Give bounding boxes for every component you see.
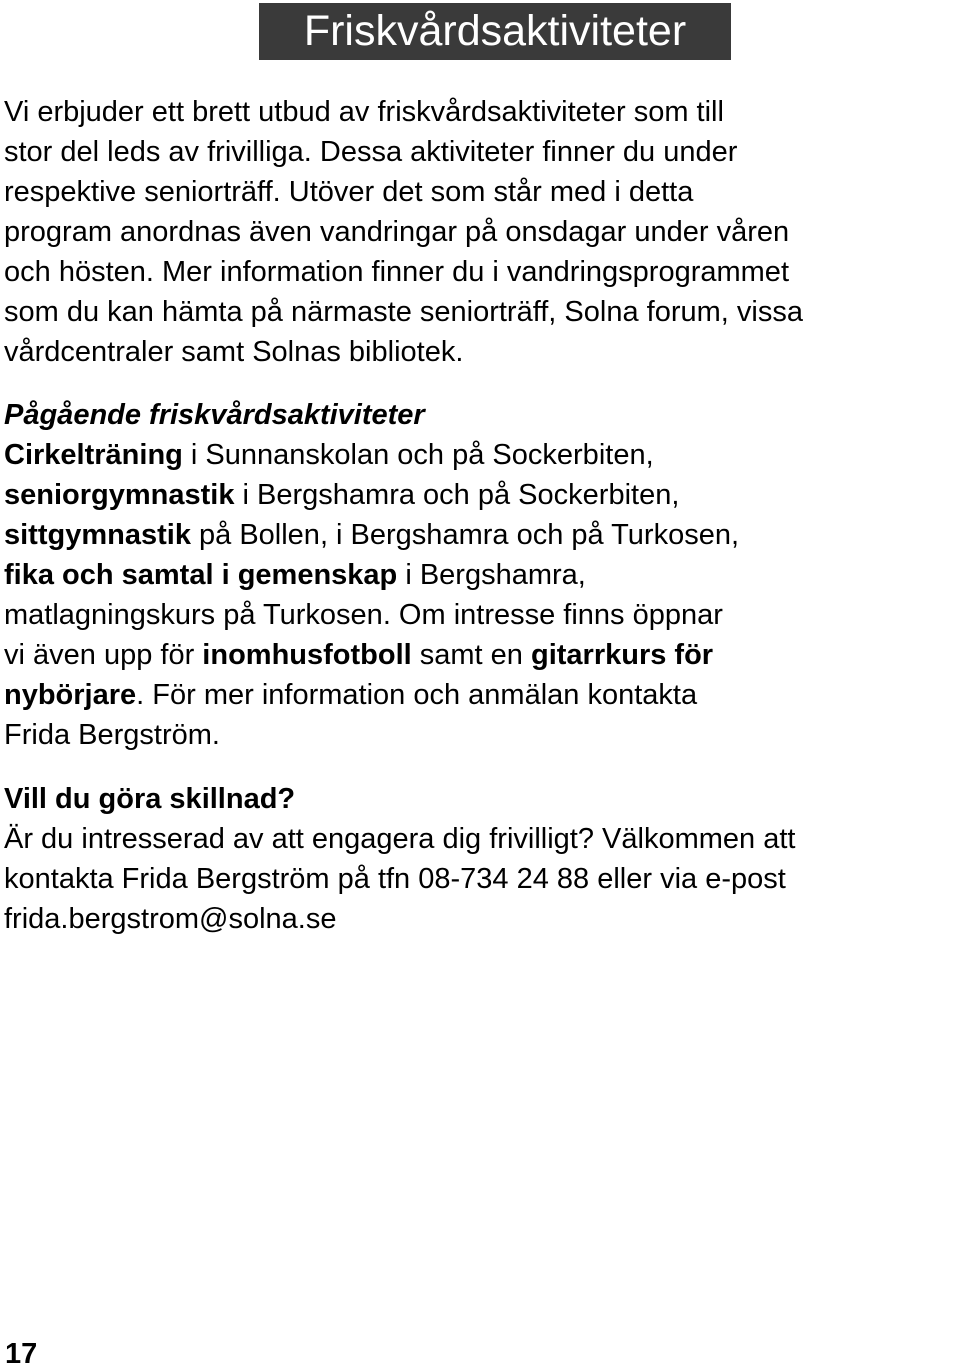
activity-line	[4, 555, 958, 595]
activity-line	[4, 435, 958, 475]
activity-name: fika och samtal i gemenskap	[4, 559, 398, 591]
ongoing-heading: Pågående friskvårdsaktiviteter	[4, 399, 425, 431]
document-body	[4, 92, 958, 939]
activity-line: Frida Bergström.	[4, 719, 220, 751]
intro-line: respektive seniorträff. Utöver det som står med i detta	[4, 176, 694, 208]
activity-name: Cirkelträning	[4, 439, 183, 471]
intro-line: som du kan hämta på närmaste seniorträff, Solna forum, vissa	[4, 296, 803, 328]
intro-line: program anordnas även vandringar på onsdagar under våren	[4, 216, 790, 248]
volunteer-email: frida.bergstrom@solna.se	[4, 903, 337, 935]
activity-text: . För mer information och anmälan kontakta	[136, 679, 698, 711]
intro-line: och hösten. Mer information finner du i vandringsprogrammet	[4, 256, 789, 288]
volunteer-heading: Vill du göra skillnad?	[4, 783, 296, 815]
intro-paragraph	[4, 92, 958, 372]
activity-name: inomhusfotboll	[202, 639, 412, 671]
volunteer-line: Är du intresserad av att engagera dig frivilligt? Välkommen att	[4, 823, 796, 855]
page-title: Friskvårdsaktiviteter	[303, 7, 687, 55]
intro-line: stor del leds av frivilliga. Dessa aktiviteter finner du under	[4, 136, 738, 168]
intro-line: vårdcentraler samt Solnas bibliotek.	[4, 336, 464, 368]
activity-text: vi även upp för	[4, 639, 203, 671]
activity-name: nybörjare	[4, 679, 137, 711]
volunteer-line: kontakta Frida Bergström på tfn 08-734 24 88 eller via e-post	[4, 863, 786, 895]
volunteer-section	[4, 779, 958, 939]
activity-line	[4, 475, 958, 515]
activity-name: gitarrkurs för	[530, 639, 714, 671]
activity-line	[4, 635, 958, 675]
ongoing-section	[4, 395, 958, 755]
activity-text: i Sunnanskolan och på Sockerbiten,	[182, 439, 654, 471]
activity-line	[4, 675, 958, 715]
activity-name: seniorgymnastik	[4, 479, 235, 511]
activity-text: i Bergshamra och på Sockerbiten,	[234, 479, 680, 511]
intro-line: Vi erbjuder ett brett utbud av friskvårdsaktiviteter som till	[4, 96, 724, 128]
page-number: 17	[5, 1338, 38, 1370]
activity-name: sittgymnastik	[4, 519, 191, 551]
title-banner	[259, 3, 731, 60]
activity-text: på Bollen, i Bergshamra och på Turkosen,	[190, 519, 740, 551]
activity-text: samt en	[411, 639, 531, 671]
activity-line: matlagningskurs på Turkosen. Om intresse finns öppnar	[4, 599, 723, 631]
activity-text: i Bergshamra,	[397, 559, 586, 591]
activity-line	[4, 515, 958, 555]
